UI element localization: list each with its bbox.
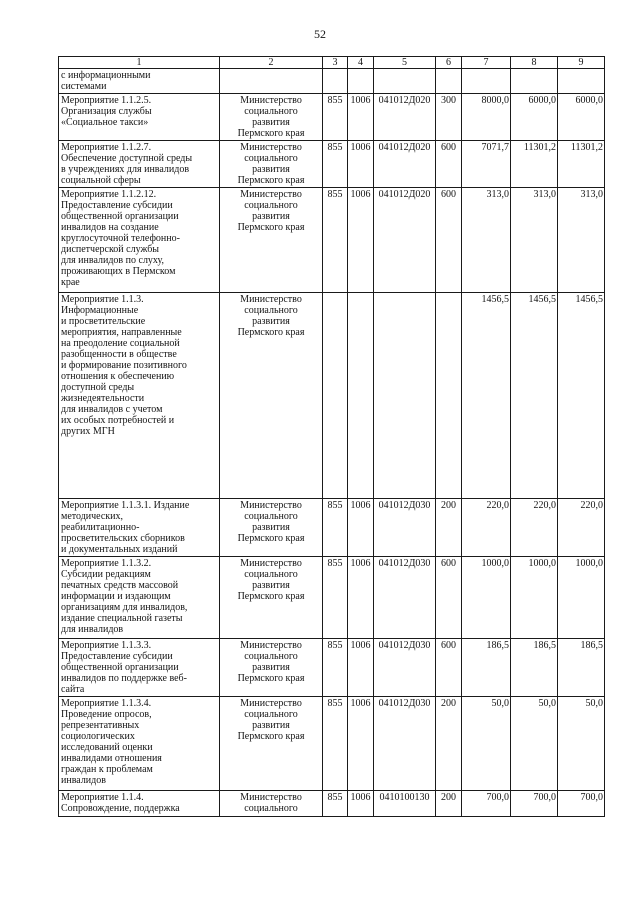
responsible-org-line: социального	[244, 651, 298, 662]
activity-name-line: организациям для инвалидов,	[61, 602, 188, 613]
amount-year2-cell: 6000,0	[511, 94, 558, 141]
responsible-org-line: Министерство	[240, 558, 302, 569]
responsible-org-cell	[220, 639, 323, 697]
amount-year2-cell: 1000,0	[511, 557, 558, 639]
activity-name-cell	[59, 557, 220, 639]
target-article-cell	[374, 293, 436, 499]
activity-name-line: крае	[61, 277, 80, 288]
amount-year1-cell: 50,0	[462, 697, 511, 791]
budget-table	[58, 56, 605, 817]
table-row	[59, 791, 605, 817]
activity-name-line: для инвалидов с учетом	[61, 404, 163, 415]
activity-name-line: на преодоление социальной	[61, 338, 180, 349]
amount-year2-cell: 11301,2	[511, 141, 558, 188]
responsible-org-line: социального	[244, 200, 298, 211]
responsible-org-cell	[220, 499, 323, 557]
activity-name-cell	[59, 69, 220, 94]
responsible-org-line: социального	[244, 305, 298, 316]
header-cell: 7	[462, 57, 511, 69]
responsible-org-line: развития	[252, 522, 290, 533]
section-code-cell: 1006	[348, 639, 374, 697]
responsible-org-line: социального	[244, 106, 298, 117]
ministry-code-cell: 855	[323, 639, 348, 697]
activity-name-line: и формирование позитивного	[61, 360, 187, 371]
activity-name-line: и документальных изданий	[61, 544, 178, 555]
activity-name-cell	[59, 639, 220, 697]
amount-year1-cell: 220,0	[462, 499, 511, 557]
responsible-org-line: Министерство	[240, 640, 302, 651]
section-code-cell: 1006	[348, 188, 374, 293]
activity-name-line: информации и издающим	[61, 591, 171, 602]
activity-name-line: Проведение опросов,	[61, 709, 152, 720]
activity-name-line: просветительских сборников	[61, 533, 185, 544]
activity-name-line: Мероприятие 1.1.3.3.	[61, 640, 152, 651]
activity-name-cell	[59, 293, 220, 499]
table-row	[59, 293, 605, 499]
activity-name-line: и просветительские	[61, 316, 146, 327]
activity-name-line: Мероприятие 1.1.4.	[61, 792, 144, 803]
table-header-row	[59, 57, 605, 69]
header-cell: 6	[436, 57, 462, 69]
target-article-cell: 041012Д030	[374, 499, 436, 557]
table-row	[59, 557, 605, 639]
activity-name-line: проживающих в Пермском	[61, 266, 176, 277]
expense-type-cell	[436, 69, 462, 94]
responsible-org-line: Пермского края	[237, 533, 305, 544]
amount-year2-cell	[511, 69, 558, 94]
target-article-cell: 0410100130	[374, 791, 436, 817]
amount-year3-cell: 220,0	[558, 499, 605, 557]
expense-type-cell: 300	[436, 94, 462, 141]
ministry-code-cell: 855	[323, 791, 348, 817]
ministry-code-cell: 855	[323, 499, 348, 557]
activity-name-cell	[59, 94, 220, 141]
responsible-org-cell	[220, 188, 323, 293]
activity-name-line: отношения к обеспечению	[61, 371, 175, 382]
responsible-org-line: социального	[244, 569, 298, 580]
responsible-org-line: Министерство	[240, 294, 302, 305]
amount-year1-cell: 8000,0	[462, 94, 511, 141]
activity-name-line: разобщенности в обществе	[61, 349, 177, 360]
table-row	[59, 697, 605, 791]
expense-type-cell: 600	[436, 141, 462, 188]
responsible-org-cell	[220, 293, 323, 499]
responsible-org-line: Пермского края	[237, 591, 305, 602]
target-article-cell: 041012Д030	[374, 639, 436, 697]
page-number: 52	[314, 27, 326, 41]
target-article-cell: 041012Д020	[374, 94, 436, 141]
responsible-org-line: Министерство	[240, 95, 302, 106]
activity-name-line: методических,	[61, 511, 124, 522]
section-code-cell: 1006	[348, 499, 374, 557]
responsible-org-line: Пермского края	[237, 128, 305, 139]
responsible-org-line: Пермского края	[237, 175, 305, 186]
amount-year3-cell: 186,5	[558, 639, 605, 697]
responsible-org-line: Министерство	[240, 698, 302, 709]
activity-name-line: Информационные	[61, 305, 139, 316]
activity-name-line: круглосуточной телефонно-	[61, 233, 180, 244]
ministry-code-cell: 855	[323, 557, 348, 639]
responsible-org-line: Министерство	[240, 142, 302, 153]
ministry-code-cell: 855	[323, 188, 348, 293]
amount-year1-cell: 7071,7	[462, 141, 511, 188]
activity-name-line: Мероприятие 1.1.3.2.	[61, 558, 152, 569]
activity-name-line: их особых потребностей и	[61, 415, 175, 426]
activity-name-line: Предоставление субсидии	[61, 651, 173, 662]
activity-name-line: жизнедеятельности	[61, 393, 145, 404]
ministry-code-cell: 855	[323, 94, 348, 141]
amount-year1-cell: 186,5	[462, 639, 511, 697]
activity-name-line: Мероприятие 1.1.3.	[61, 294, 144, 305]
activity-name-line: репрезентативных	[61, 720, 140, 731]
activity-name-line: Обеспечение доступной среды	[61, 153, 193, 164]
amount-year1-cell: 1000,0	[462, 557, 511, 639]
amount-year2-cell: 220,0	[511, 499, 558, 557]
section-code-cell	[348, 69, 374, 94]
responsible-org-line: развития	[252, 316, 290, 327]
responsible-org-line: Министерство	[240, 189, 302, 200]
target-article-cell: 041012Д020	[374, 141, 436, 188]
activity-name-cell	[59, 141, 220, 188]
activity-name-cell	[59, 697, 220, 791]
activity-name-cell	[59, 791, 220, 817]
section-code-cell: 1006	[348, 94, 374, 141]
responsible-org-cell	[220, 69, 323, 94]
section-code-cell: 1006	[348, 557, 374, 639]
responsible-org-line: социального	[244, 709, 298, 720]
activity-name-line: с информационными	[61, 70, 151, 81]
amount-year1-cell	[462, 69, 511, 94]
target-article-cell: 041012Д030	[374, 697, 436, 791]
activity-name-line: Мероприятие 1.1.2.7.	[61, 142, 152, 153]
amount-year3-cell: 6000,0	[558, 94, 605, 141]
responsible-org-cell	[220, 697, 323, 791]
table-row	[59, 188, 605, 293]
expense-type-cell: 600	[436, 557, 462, 639]
header-cell: 9	[558, 57, 605, 69]
responsible-org-cell	[220, 141, 323, 188]
table-row	[59, 639, 605, 697]
expense-type-cell: 600	[436, 188, 462, 293]
responsible-org-line: Министерство	[240, 500, 302, 511]
table-row	[59, 499, 605, 557]
header-cell: 4	[348, 57, 374, 69]
amount-year3-cell: 313,0	[558, 188, 605, 293]
activity-name-line: Мероприятие 1.1.3.1. Издание	[61, 500, 190, 511]
responsible-org-line: Пермского края	[237, 327, 305, 338]
table-row	[59, 94, 605, 141]
target-article-cell	[374, 69, 436, 94]
expense-type-cell	[436, 293, 462, 499]
activity-name-line: Мероприятие 1.1.2.5.	[61, 95, 152, 106]
activity-name-line: Организация службы	[61, 106, 152, 117]
activity-name-line: граждан к проблемам	[61, 764, 153, 775]
responsible-org-cell	[220, 791, 323, 817]
activity-name-line: Мероприятие 1.1.2.12.	[61, 189, 157, 200]
section-code-cell: 1006	[348, 791, 374, 817]
responsible-org-line: социального	[244, 803, 298, 814]
activity-name-line: других МГН	[61, 426, 115, 437]
activity-name-line: «Социальное такси»	[61, 117, 149, 128]
activity-name-line: исследований оценки	[61, 742, 153, 753]
activity-name-line: инвалидов на создание	[61, 222, 159, 233]
activity-name-line: инвалидами отношения	[61, 753, 162, 764]
activity-name-line: инвалидов	[61, 775, 106, 786]
amount-year3-cell: 1000,0	[558, 557, 605, 639]
amount-year3-cell: 11301,2	[558, 141, 605, 188]
responsible-org-line: развития	[252, 580, 290, 591]
activity-name-line: инвалидов по поддержке веб-	[61, 673, 187, 684]
header-cell: 8	[511, 57, 558, 69]
activity-name-line: Субсидии редакциям	[61, 569, 151, 580]
header-cell: 5	[374, 57, 436, 69]
responsible-org-line: социального	[244, 511, 298, 522]
expense-type-cell: 600	[436, 639, 462, 697]
expense-type-cell: 200	[436, 791, 462, 817]
responsible-org-cell	[220, 557, 323, 639]
activity-name-line: общественной организации	[61, 211, 179, 222]
activity-name-line: Мероприятие 1.1.3.4.	[61, 698, 152, 709]
ministry-code-cell: 855	[323, 697, 348, 791]
ministry-code-cell	[323, 293, 348, 499]
ministry-code-cell	[323, 69, 348, 94]
header-cell: 2	[220, 57, 323, 69]
responsible-org-line: развития	[252, 662, 290, 673]
responsible-org-line: Пермского края	[237, 731, 305, 742]
responsible-org-line: развития	[252, 117, 290, 128]
amount-year1-cell: 700,0	[462, 791, 511, 817]
section-code-cell: 1006	[348, 141, 374, 188]
responsible-org-line: Пермского края	[237, 222, 305, 233]
activity-name-cell	[59, 188, 220, 293]
amount-year2-cell: 50,0	[511, 697, 558, 791]
header-cell: 1	[59, 57, 220, 69]
activity-name-line: сайта	[61, 684, 85, 695]
amount-year3-cell: 50,0	[558, 697, 605, 791]
section-code-cell	[348, 293, 374, 499]
activity-name-line: печатных средств массовой	[61, 580, 179, 591]
activity-name-line: системами	[61, 81, 107, 92]
ministry-code-cell: 855	[323, 141, 348, 188]
responsible-org-cell	[220, 94, 323, 141]
activity-name-line: для инвалидов по слуху,	[61, 255, 165, 266]
activity-name-line: Предоставление субсидии	[61, 200, 173, 211]
activity-name-line: для инвалидов	[61, 624, 124, 635]
amount-year2-cell: 700,0	[511, 791, 558, 817]
section-code-cell: 1006	[348, 697, 374, 791]
amount-year2-cell: 186,5	[511, 639, 558, 697]
header-cell: 3	[323, 57, 348, 69]
expense-type-cell: 200	[436, 697, 462, 791]
amount-year1-cell: 1456,5	[462, 293, 511, 499]
responsible-org-line: социального	[244, 153, 298, 164]
activity-name-line: социальной сферы	[61, 175, 141, 186]
responsible-org-line: развития	[252, 211, 290, 222]
amount-year2-cell: 1456,5	[511, 293, 558, 499]
table-row	[59, 69, 605, 94]
activity-name-line: реабилитационно-	[61, 522, 140, 533]
activity-name-line: в учреждениях для инвалидов	[61, 164, 190, 175]
responsible-org-line: развития	[252, 164, 290, 175]
activity-name-line: диспетчерской службы	[61, 244, 160, 255]
amount-year3-cell: 1456,5	[558, 293, 605, 499]
responsible-org-line: Пермского края	[237, 673, 305, 684]
activity-name-line: издание специальной газеты	[61, 613, 183, 624]
activity-name-line: мероприятия, направленные	[61, 327, 182, 338]
activity-name-line: Сопровождение, поддержка	[61, 803, 180, 814]
table-row	[59, 141, 605, 188]
target-article-cell: 041012Д020	[374, 188, 436, 293]
amount-year3-cell	[558, 69, 605, 94]
activity-name-cell	[59, 499, 220, 557]
activity-name-line: социологических	[61, 731, 135, 742]
amount-year3-cell: 700,0	[558, 791, 605, 817]
activity-name-line: общественной организации	[61, 662, 179, 673]
responsible-org-line: Министерство	[240, 792, 302, 803]
activity-name-line: доступной среды	[61, 382, 135, 393]
amount-year2-cell: 313,0	[511, 188, 558, 293]
responsible-org-line: развития	[252, 720, 290, 731]
expense-type-cell: 200	[436, 499, 462, 557]
target-article-cell: 041012Д030	[374, 557, 436, 639]
amount-year1-cell: 313,0	[462, 188, 511, 293]
